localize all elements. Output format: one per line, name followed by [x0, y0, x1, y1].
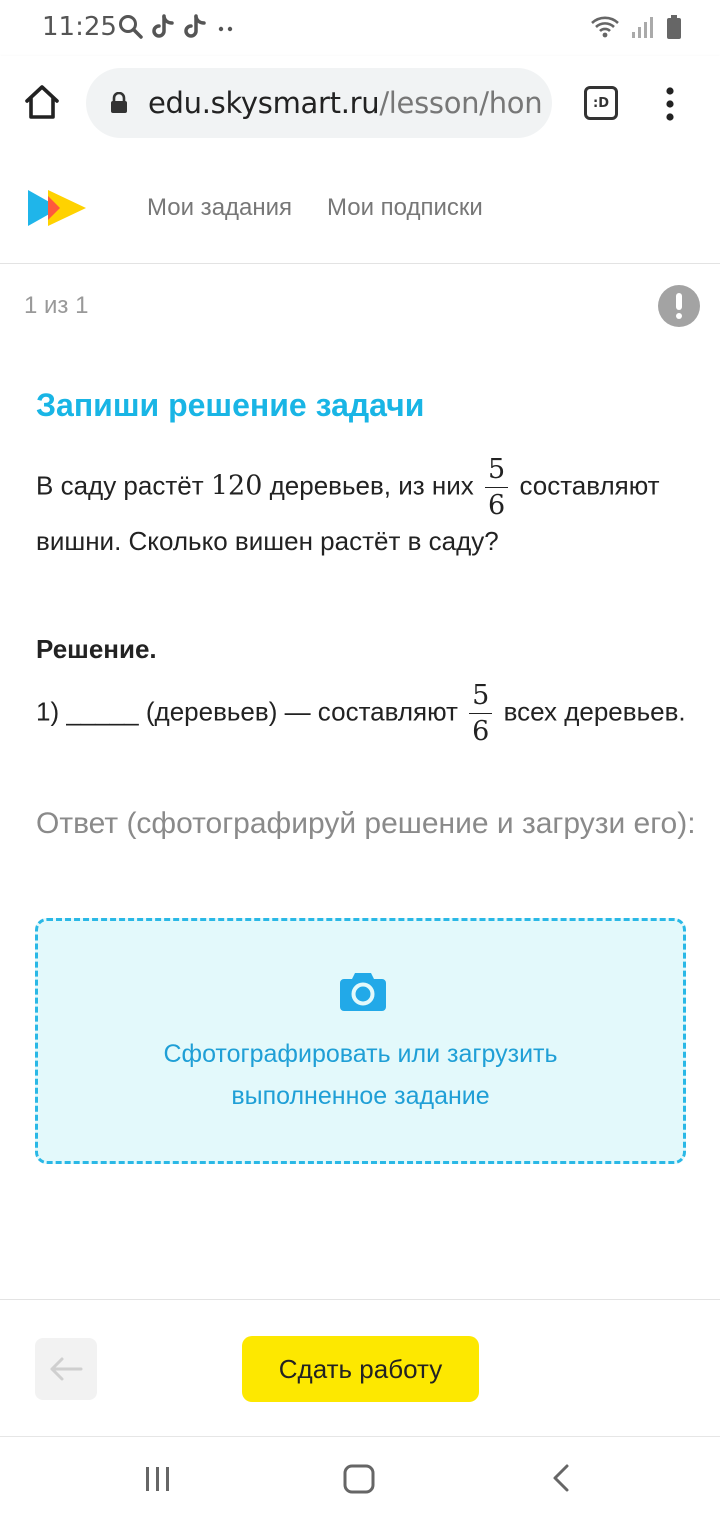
tab-switcher-label: :D — [593, 95, 609, 111]
fraction-numerator: 5 — [469, 682, 492, 714]
problem-part-2: деревьев, из них — [262, 470, 482, 501]
url-path: /lesson/hon — [379, 86, 543, 120]
upload-text-line-1: Сфотографировать или загрузить — [163, 1040, 558, 1068]
nav-my-subscriptions[interactable]: Мои подписки — [327, 194, 483, 221]
address-bar[interactable] — [86, 68, 552, 138]
fraction — [485, 456, 508, 519]
camera-icon — [339, 969, 387, 1013]
upload-dropzone[interactable] — [35, 918, 686, 1164]
tiktok-icon — [152, 14, 176, 40]
lock-icon — [110, 92, 128, 114]
home-nav-icon[interactable] — [343, 1464, 375, 1494]
recent-apps-icon[interactable] — [144, 1465, 172, 1493]
fraction-numerator: 5 — [485, 456, 508, 488]
more-dots-icon — [216, 14, 236, 40]
status-left-icons — [118, 10, 236, 44]
upload-text-line-2: выполненное задание — [231, 1082, 490, 1110]
back-nav-icon[interactable] — [550, 1463, 572, 1493]
home-icon[interactable] — [22, 82, 62, 122]
search-icon — [118, 14, 144, 40]
task-title: Запиши решение задачи — [36, 387, 425, 423]
solution-step — [36, 682, 686, 745]
status-right-icons — [590, 10, 682, 44]
url-text — [148, 86, 542, 120]
report-icon[interactable] — [658, 285, 700, 327]
browser-toolbar — [0, 56, 720, 152]
skysmart-logo-icon[interactable] — [26, 186, 88, 230]
status-time: 11:25 — [42, 12, 117, 42]
wifi-icon — [590, 14, 620, 40]
step-part-2: всех деревьев. — [496, 696, 686, 727]
bottom-divider — [0, 1299, 720, 1300]
fraction-denominator: 6 — [472, 716, 490, 747]
upload-text — [38, 1033, 683, 1117]
nav-my-tasks[interactable]: Мои задания — [147, 194, 293, 221]
site-header — [0, 152, 720, 264]
problem-part-3: составляют вишни. Сколько вишен растёт в саду? — [36, 470, 660, 556]
arrow-left-icon — [49, 1356, 83, 1382]
submit-work-button[interactable]: Сдать работу — [242, 1336, 479, 1402]
url-domain: edu.skysmart.ru — [148, 86, 380, 120]
answer-label: Ответ (сфотографируй решение и загрузи его): — [36, 807, 696, 840]
fraction-denominator: 6 — [488, 490, 506, 521]
problem-number: 120 — [210, 470, 263, 502]
fraction — [469, 682, 492, 745]
battery-icon — [666, 14, 682, 40]
status-bar — [0, 0, 720, 56]
problem-text — [36, 456, 686, 563]
solution-label: Решение. — [36, 634, 157, 664]
more-vert-icon[interactable] — [660, 84, 680, 124]
task-counter: 1 из 1 — [24, 292, 89, 319]
tab-switcher-button[interactable] — [584, 86, 618, 120]
tiktok-icon — [184, 14, 208, 40]
signal-icon — [630, 14, 656, 40]
step-part-1: 1) _____ (деревьев) — составляют — [36, 696, 466, 727]
previous-button[interactable] — [35, 1338, 97, 1400]
problem-part-1: В саду растёт — [36, 470, 211, 501]
android-nav-bar — [0, 1436, 720, 1520]
